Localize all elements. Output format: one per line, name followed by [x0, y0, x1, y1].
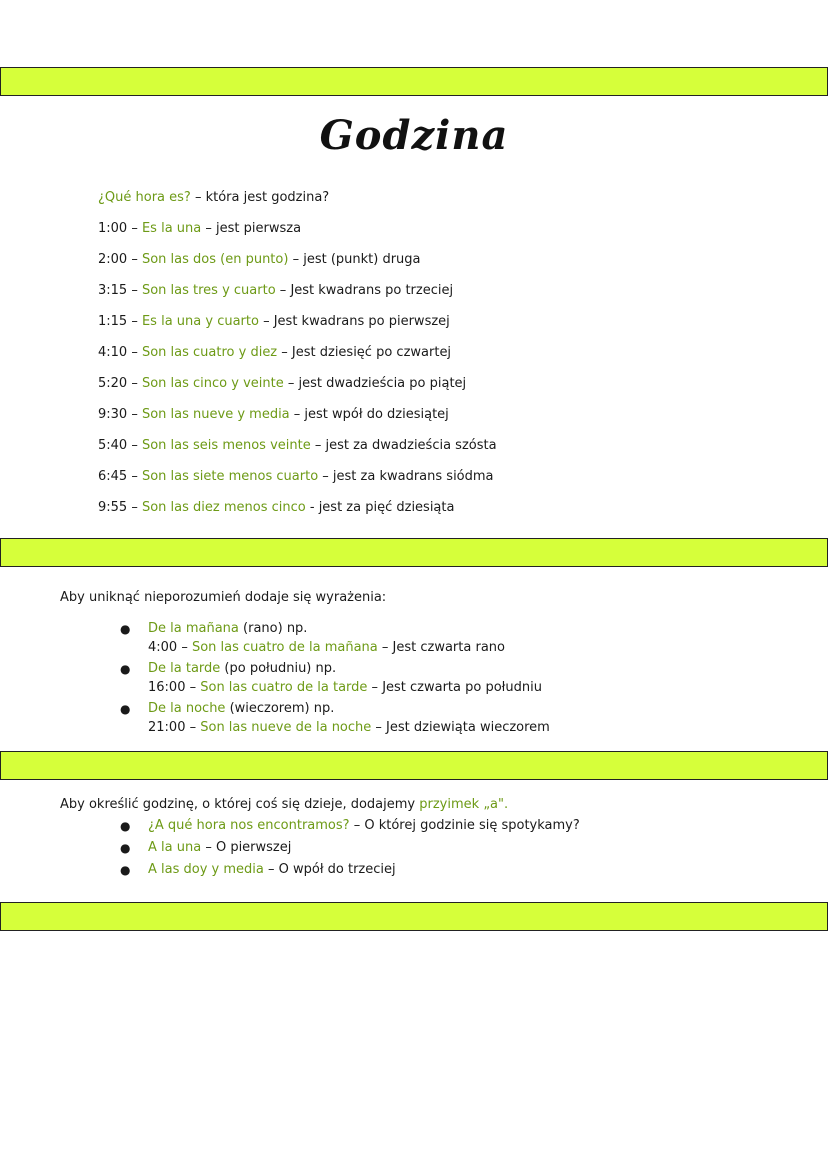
highlight-bar-2: [0, 538, 828, 567]
spanish-phrase: Son las seis menos veinte: [141, 438, 311, 453]
time-value: 1:00: [98, 221, 128, 236]
list-item-label: De la tarde (po południu) np.: [148, 661, 337, 676]
time-value: 4:10: [98, 345, 128, 360]
time-value: 3:15: [98, 283, 128, 298]
time-row: 1:00 – Es la una – jest pierwsza: [98, 221, 302, 236]
polish-translation: jest dwadzieścia po piątej: [298, 376, 467, 391]
spanish-phrase: Es la una y cuarto: [141, 314, 259, 329]
page-title: Godzina: [319, 112, 509, 159]
polish-translation: jest za dwadzieścia szósta: [325, 438, 497, 453]
spanish-phrase: Son las nueve y media: [141, 407, 290, 422]
spanish-phrase: Son las cuatro y diez: [141, 345, 278, 360]
time-row: 9:55 – Son las diez menos cinco - jest za pięć dziesiąta: [98, 500, 455, 515]
time-row: 4:10 – Son las cuatro y diez – Jest dziesięć po czwartej: [98, 345, 452, 360]
list-item: A las doy y media – O wpół do trzeciej: [148, 862, 396, 877]
time-row: 2:00 – Son las dos (en punto) – jest (punkt) druga: [98, 252, 421, 267]
spanish-phrase: Es la una: [141, 221, 202, 236]
polish-translation: Jest dziesięć po czwartej: [291, 345, 452, 360]
polish-translation: jest pierwsza: [216, 221, 302, 236]
list-item: A la una – O pierwszej: [148, 840, 292, 855]
time-row: 3:15 – Son las tres y cuarto – Jest kwadrans po trzeciej: [98, 283, 454, 298]
time-list-intro: ¿Qué hora es? – która jest godzina?: [98, 190, 330, 205]
highlight-bar-top: [0, 67, 828, 96]
bullet-icon: ●: [120, 819, 131, 833]
time-row: 6:45 – Son las siete menos cuarto – jest za kwadrans siódma: [98, 469, 494, 484]
bullet-icon: ●: [120, 662, 131, 676]
time-row: 5:40 – Son las seis menos veinte – jest za dwadzieścia szósta: [98, 438, 497, 453]
bullet-icon: ●: [120, 841, 131, 855]
list-item-label: De la mañana (rano) np.: [148, 621, 308, 636]
spanish-phrase: Son las diez menos cinco: [141, 500, 306, 515]
polish-translation: Jest kwadrans po trzeciej: [290, 283, 454, 298]
time-value: 1:15: [98, 314, 128, 329]
spanish-phrase: Son las dos (en punto): [141, 252, 289, 267]
time-row: 5:20 – Son las cinco y veinte – jest dwadzieścia po piątej: [98, 376, 467, 391]
list-item-label: De la noche (wieczorem) np.: [148, 701, 335, 716]
polish-translation: jest wpół do dziesiątej: [304, 407, 449, 422]
list-item-example: 16:00 – Son las cuatro de la tarde – Jest czwarta po południu: [148, 680, 542, 695]
intro-es: ¿Qué hora es?: [98, 190, 191, 205]
time-value: 5:20: [98, 376, 128, 391]
highlight-bar-3: [0, 751, 828, 780]
bullet-icon: ●: [120, 622, 131, 636]
time-value: 9:55: [98, 500, 128, 515]
time-value: 9:30: [98, 407, 128, 422]
intro-pl: która jest godzina?: [205, 190, 330, 205]
spanish-phrase: Son las cinco y veinte: [141, 376, 284, 391]
section3-intro: Aby określić godzinę, o której coś się dzieje, dodajemy przyimek „a".: [60, 797, 509, 812]
list-item-example: 4:00 – Son las cuatro de la mañana – Jest czwarta rano: [148, 640, 505, 655]
list-item-example: 21:00 – Son las nueve de la noche – Jest dziewiąta wieczorem: [148, 720, 550, 735]
polish-translation: jest (punkt) druga: [303, 252, 421, 267]
time-row: 1:15 – Es la una y cuarto – Jest kwadrans po pierwszej: [98, 314, 450, 329]
section2-intro: Aby uniknąć nieporozumień dodaje się wyrażenia:: [60, 590, 387, 605]
polish-translation: jest za kwadrans siódma: [332, 469, 494, 484]
bullet-icon: ●: [120, 702, 131, 716]
list-item: ¿A qué hora nos encontramos? – O której godzinie się spotykamy?: [148, 818, 580, 833]
bullet-icon: ●: [120, 863, 131, 877]
spanish-phrase: Son las tres y cuarto: [141, 283, 276, 298]
spanish-phrase: Son las siete menos cuarto: [141, 469, 319, 484]
time-row: 9:30 – Son las nueve y media – jest wpół do dziesiątej: [98, 407, 449, 422]
highlight-bar-4: [0, 902, 828, 931]
time-value: 5:40: [98, 438, 128, 453]
time-value: 6:45: [98, 469, 128, 484]
polish-translation: Jest kwadrans po pierwszej: [273, 314, 450, 329]
time-value: 2:00: [98, 252, 128, 267]
polish-translation: jest za pięć dziesiąta: [318, 500, 455, 515]
